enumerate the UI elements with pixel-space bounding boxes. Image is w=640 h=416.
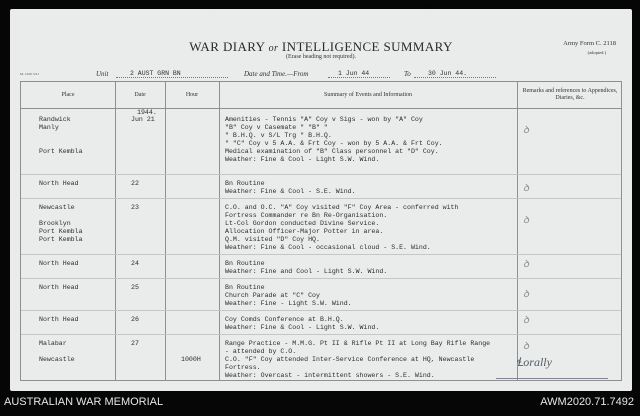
row-summary: - attended by C.O.	[225, 348, 297, 355]
row-summary: Bn Routine	[225, 260, 265, 267]
row-summary: "B" Coy v Casemate " "B" "	[225, 124, 328, 131]
row-summary: Amenities - Tennis "A" Coy v Sigs - won by "A" Coy	[225, 116, 423, 123]
war-diary-sheet	[10, 9, 632, 391]
day-separator	[21, 254, 621, 255]
day-separator	[21, 310, 621, 311]
form-print-code: M. 1026 3/41	[20, 72, 39, 76]
row-summary: Bn Routine	[225, 284, 265, 291]
unit-value: 2 AUST GRN BN	[116, 70, 228, 78]
row-date: 25	[131, 284, 139, 291]
row-place: North Head	[39, 316, 79, 323]
document-title	[10, 39, 632, 55]
column-divider	[219, 82, 220, 380]
row-summary: Weather: Fine & Cool - Light S.W. Wind.	[225, 324, 380, 331]
column-divider	[517, 82, 518, 380]
row-date: Jun 21	[131, 116, 155, 123]
row-summary: Fortress Commander re Bn Re-Organisation.	[225, 212, 388, 219]
row-summary: Fortress.	[225, 364, 261, 371]
day-separator	[21, 174, 621, 175]
commanding-officer-signature: Ɬorally	[516, 355, 552, 369]
date-to-value: 30 Jun 44.	[414, 70, 496, 78]
row-summary: C.O. and O.C. "A" Coy visited "F" Coy Area - conferred with	[225, 204, 459, 211]
date-range-label: Date and Time.—From	[244, 70, 309, 78]
row-summary: Bn Routine	[225, 180, 265, 187]
row-summary: Weather: Overcast - intermittent showers - S.E. Wind.	[225, 372, 435, 379]
row-summary: C.O. "F" Coy attended Inter-Service Conference at HQ, Newcastle	[225, 356, 475, 363]
row-place: Newcastle	[39, 356, 75, 363]
row-summary: Q.M. visited "D" Coy HQ.	[225, 236, 320, 243]
header-summary: Summary of Events and Information	[324, 91, 412, 98]
row-summary: " "C" Coy v 5 A.A. & Frt Coy - won by 5 A.A. & Frt Coy.	[225, 140, 443, 147]
row-place: Manly	[39, 124, 59, 131]
day-separator	[21, 278, 621, 279]
row-summary: Coy Comds Conference at B.H.Q.	[225, 316, 344, 323]
row-date: 23	[131, 204, 139, 211]
row-date: 22	[131, 180, 139, 187]
diary-table	[20, 81, 622, 381]
column-divider	[165, 82, 166, 380]
row-summary: Weather: Fine & Cool - occasional cloud - S.E. Wind.	[225, 244, 431, 251]
row-place: Port Kembla	[39, 236, 83, 243]
row-place: North Head	[39, 180, 79, 187]
year-note: 1944.	[137, 109, 157, 116]
date-from-value: 1 Jun 44	[328, 70, 390, 78]
header-date: Date	[134, 91, 146, 98]
remarks-initial-mark: ꝺ	[523, 215, 529, 226]
row-place: Port Kembla	[39, 228, 83, 235]
remarks-initial-mark: ꝺ	[523, 315, 529, 326]
column-divider	[115, 82, 116, 380]
day-separator	[21, 334, 621, 335]
header-place: Place	[61, 91, 75, 98]
row-date: 24	[131, 260, 139, 267]
row-summary: Allocation Officer-Major Potter in area.	[225, 228, 384, 235]
title-intelligence-summary: INTELLIGENCE SUMMARY	[281, 39, 453, 54]
date-to-label: To	[404, 70, 411, 78]
row-summary: Weather: Fine and Cool - Light S.W. Wind.	[225, 268, 388, 275]
remarks-initial-mark: ꝺ	[523, 125, 529, 136]
row-place: North Head	[39, 284, 79, 291]
row-summary: " B.H.Q. v S/L Trg " B.H.Q.	[225, 132, 332, 139]
row-place: Newcastle	[39, 204, 75, 211]
document-subtitle: (Erase heading not required).	[286, 54, 356, 60]
row-summary: Church Parade at "C" Coy	[225, 292, 320, 299]
row-summary: Weather: Fine & Cool - S.E. Wind.	[225, 188, 356, 195]
remarks-initial-mark: ꝺ	[523, 183, 529, 194]
row-summary: Range Practice - M.M.G. Pt II & Rifle Pt II at Long Bay Rifle Range	[225, 340, 491, 347]
title-war-diary: WAR DIARY	[189, 39, 265, 54]
footer-institution: AUSTRALIAN WAR MEMORIAL	[4, 396, 164, 408]
header-hour: Hour	[185, 91, 199, 98]
title-or: or	[268, 43, 279, 54]
remarks-initial-mark: ꝺ	[523, 341, 529, 352]
remarks-initial-mark: ꝺ	[523, 259, 529, 270]
day-separator	[21, 198, 621, 199]
row-summary: Lt-Col Gordon conducted Divine Service.	[225, 220, 380, 227]
footer-accession-number: AWM2020.71.7492	[540, 396, 634, 408]
row-summary: Weather: Fine & Cool - Light S.W. Wind.	[225, 156, 380, 163]
row-hour: 1000H	[181, 356, 201, 363]
form-adopted: (adopted.)	[587, 50, 606, 55]
row-place: Randwick	[39, 116, 71, 123]
form-number	[563, 39, 616, 57]
row-date: 26	[131, 316, 139, 323]
form-name: Army Form C. 2118	[563, 40, 616, 47]
remarks-initial-mark: ꝺ	[523, 289, 529, 300]
row-place: Brooklyn	[39, 220, 71, 227]
header-divider	[21, 108, 621, 109]
row-date: 27	[131, 340, 139, 347]
header-remarks: Remarks and references to Appendices, Diaries, &c.	[522, 88, 618, 101]
unit-label: Unit	[96, 70, 109, 78]
row-summary: Medical examination of "B" Class personnel at "D" Coy.	[225, 148, 439, 155]
row-place: North Head	[39, 260, 79, 267]
row-place: Malabar	[39, 340, 67, 347]
row-summary: Weather: Fine - Light S.W. Wind.	[225, 300, 352, 307]
row-place: Port Kembla	[39, 148, 83, 155]
signature-line	[496, 378, 608, 379]
